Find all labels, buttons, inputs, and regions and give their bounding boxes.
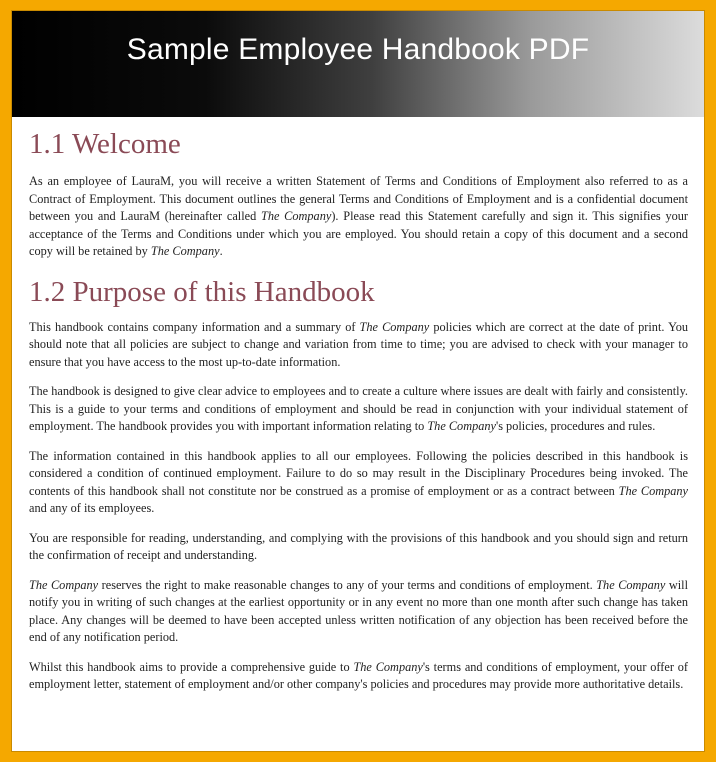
purpose-paragraph-1: This handbook contains company information and a summary of The Company policies which are correct at the date of print. You should note that all policies are subject to change and variation from time to time; you are advised to check with your manager to ensure that you have access to the most up-to-date information.	[29, 319, 689, 369]
title-banner	[12, 11, 704, 117]
purpose-paragraph-4: You are responsible for reading, understanding, and complying with the provisions of this handbook and you should sign and return the confirmation of receipt and understanding.	[29, 530, 688, 562]
purpose-paragraph-3: The information contained in this handbook applies to all our employees. Following the policies described in this handbook is considered a condition of continued employment. Failure to do so may result in the Disciplinary Procedures being invoked. The contents of this handbook shall not constitute nor be construed as a promise of employment or as a contract between The Company and any of its employees.	[29, 448, 689, 515]
welcome-paragraph: As an employee of LauraM, you will receive a written Statement of Terms and Conditions of Employment also referred to as a Contract of Employment. This document outlines the general Terms and Conditions of Employment and is a confidential document between you and LauraM (hereinafter called The Company). Please read this Statement carefully and sign it. This signifies your acceptance of the Terms and Conditions under which you are employed. You should retain a copy of this document and a second copy will be retained by The Company.	[29, 174, 688, 258]
document-body	[12, 117, 704, 694]
banner-title: Sample Employee Handbook PDF	[126, 33, 590, 66]
section-heading-purpose: 1.2 Purpose of this Handbook	[29, 275, 375, 308]
section-heading-welcome: 1.1 Welcome	[29, 128, 181, 160]
purpose-paragraph-5: The Company reserves the right to make reasonable changes to any of your terms and conditions of employment. The Company will notify you in writing of such changes at the earliest opportunity or in any event no more than one month after such change has taken place. Any changes will be deemed to have been accepted unless written notification of any objection has been received before the end of any notification period.	[29, 577, 688, 644]
document-page	[11, 10, 705, 752]
purpose-paragraph-6: Whilst this handbook aims to provide a comprehensive guide to The Company's terms and conditions of employment, your offer of employment letter, statement of employment and/or other company's policies and procedures may provide more authoritative details.	[29, 659, 688, 691]
purpose-paragraph-2: The handbook is designed to give clear advice to employees and to create a culture where issues are dealt with fairly and consistently. This is a guide to your terms and conditions of employment and should be read in conjunction with your individual statement of employment. The handbook provides you with important information relating to The Company's policies, procedures and rules.	[29, 384, 688, 433]
